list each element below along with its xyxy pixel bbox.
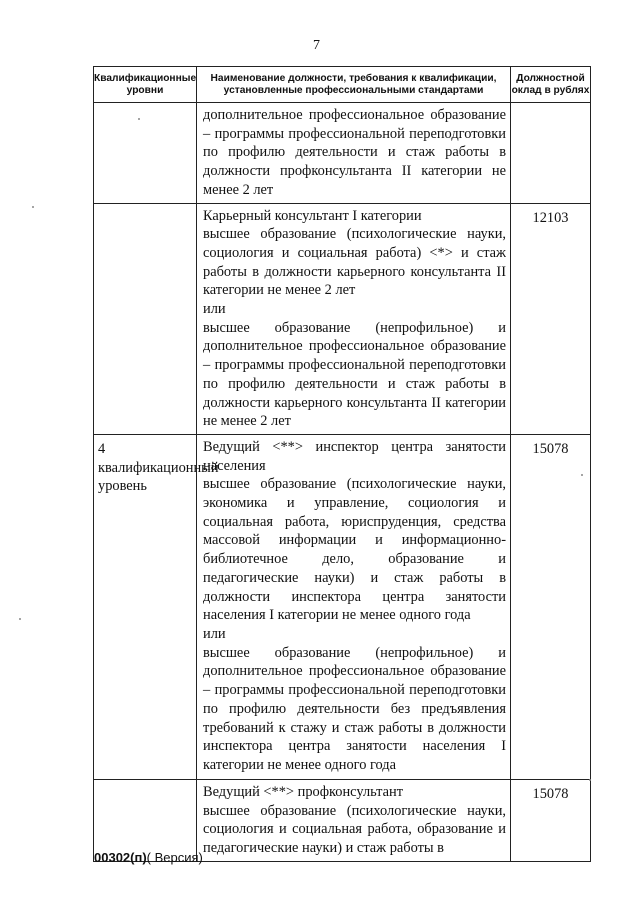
scan-speck	[581, 474, 583, 476]
level-cell	[94, 779, 197, 861]
table-row	[94, 434, 591, 779]
header-levels: Квалификационные уровни	[94, 67, 197, 103]
level-cell	[94, 103, 197, 204]
level-cell: 4 квалификационный уровень	[94, 434, 197, 779]
header-position: Наименование должности, требования к квалификации, установленные профессиональными стандартами	[197, 67, 511, 103]
position-cell: Ведущий <**> инспектор центра занятости населения высшее образование (психологические науки, экономика и управление, социология и социальная работа, юриспруденция, средства массовой информации и информационно-библиотечное дело, образование и педагогические науки) и стаж работы в должности инспектора центра занятости населения I категории не менее одного года или высшее образование (непрофильное) и дополнительное профессиональное образование – программы профессиональной переподготовки по профилю деятельности без предъявления требований к стажу и стаж работы в должности инспектора центра занятости населения I категории не менее одного года	[197, 434, 511, 779]
scan-speck	[32, 206, 34, 208]
salary-cell: 12103	[511, 203, 591, 434]
page-number: 7	[313, 38, 320, 53]
document-footer	[94, 850, 203, 865]
table-row	[94, 103, 591, 204]
level-cell	[94, 203, 197, 434]
salary-cell	[511, 103, 591, 204]
table-header-row	[94, 67, 591, 103]
position-cell: дополнительное профессиональное образование – программы профессиональной переподготовки по профилю деятельности и стаж работы в должности профконсультанта II категории не менее 2 лет	[197, 103, 511, 204]
position-cell: Карьерный консультант I категории высшее образование (психологические науки, социология и социальная работа) <*> и стаж работы в должности карьерного консультанта II категории не менее 2 лет или высшее образование (непрофильное) и дополнительное профессиональное образование – программы профессиональной переподготовки по профилю деятельности и стаж работы в должности карьерного консультанта II категории не менее 2 лет	[197, 203, 511, 434]
table-row	[94, 203, 591, 434]
document-version: ( Версия)	[146, 850, 203, 865]
position-cell: Ведущий <**> профконсультант высшее образование (психологические науки, социология и социальная работа, образование и педагогические науки) и стаж работы в	[197, 779, 511, 861]
salary-cell: 15078	[511, 434, 591, 779]
scan-speck	[589, 779, 591, 781]
table-row	[94, 779, 591, 861]
header-salary: Должностной оклад в рублях	[511, 67, 591, 103]
scan-speck	[138, 118, 140, 120]
document-code: 00302(п)	[94, 850, 147, 865]
qualification-table	[93, 66, 591, 862]
scan-speck	[19, 618, 21, 620]
salary-cell: 15078	[511, 779, 591, 861]
